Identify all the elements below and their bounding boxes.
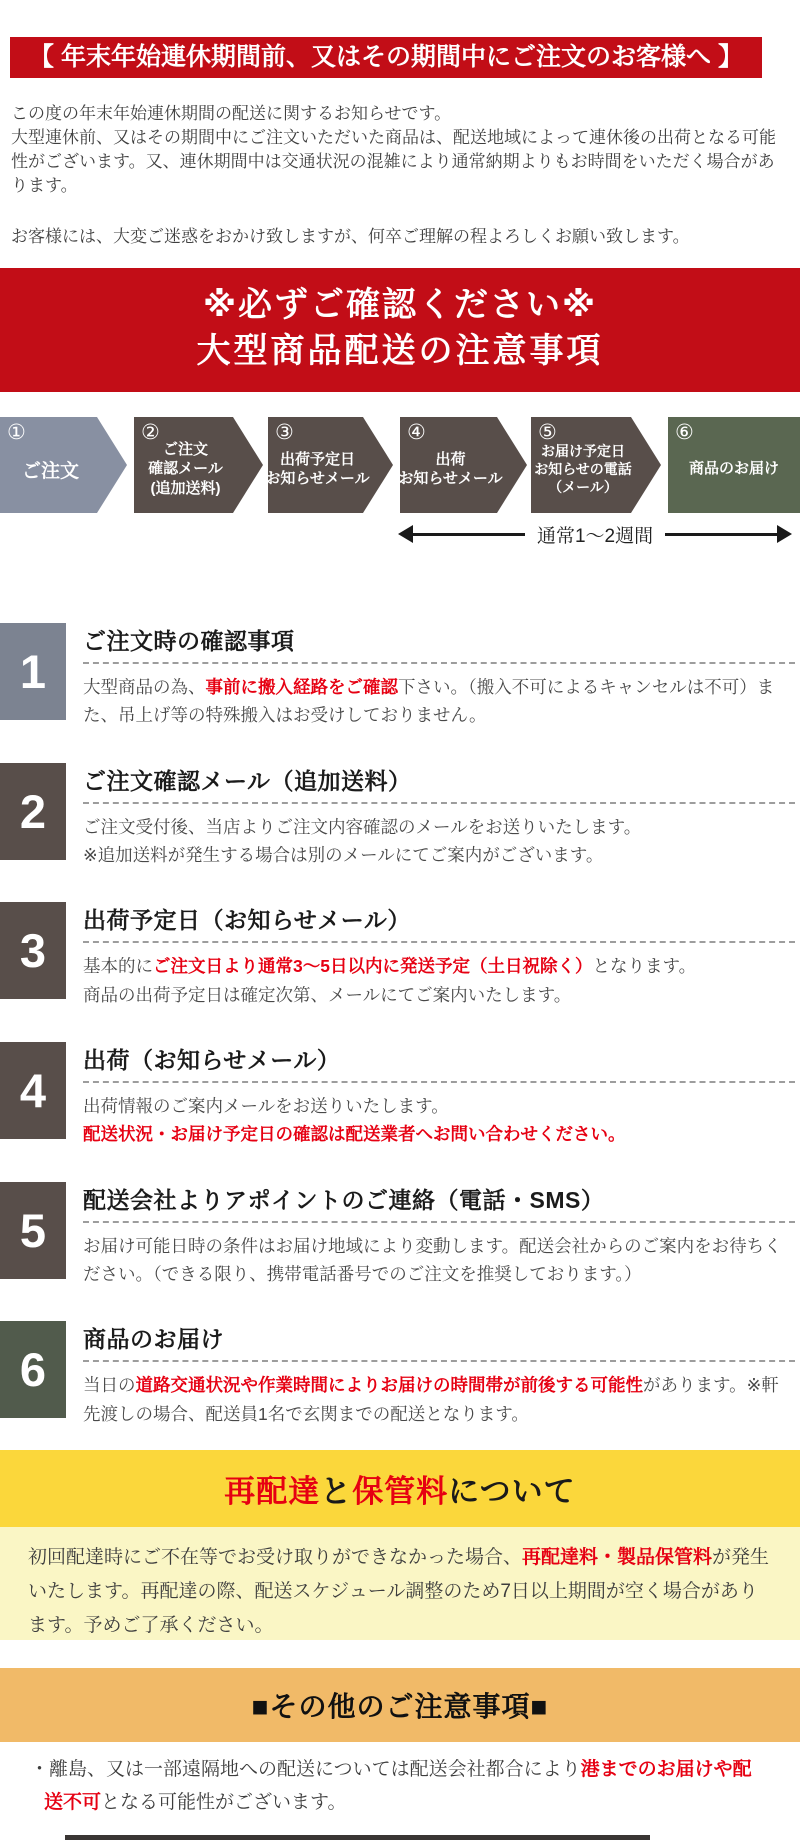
section-number-badge: 6 — [0, 1321, 66, 1418]
duration-arrow — [398, 524, 792, 547]
step-label: お知らせの電話 — [534, 460, 632, 477]
flow-step-delivery-call — [531, 417, 661, 513]
duration-label: 通常1〜2週間 — [536, 525, 654, 547]
body-text-red: ご注文日より通常3〜5日以内に発送予定（土日祝除く） — [153, 956, 593, 977]
body-text: があります。※軒先渡しの場合、配送員1名で玄関までの配送となります。 — [83, 1375, 779, 1424]
body-text-red: 事前に搬入経路をご確認 — [205, 677, 398, 697]
body-text: となる可能性がございます。 — [101, 1792, 347, 1813]
body-text-red: 道路交通状況や作業時間によりお届けの時間帯が前後する可能性 — [135, 1375, 643, 1396]
year-end-notice-header-text: 【 年末年始連休期間前、又はその期間中にご注文のお客様へ 】 — [29, 43, 743, 71]
redelivery-title-red: 保管料 — [352, 1474, 449, 1509]
section-ship-date — [0, 902, 800, 1009]
section-number-badge: 2 — [0, 763, 66, 860]
step-number-icon: ⑤ — [538, 421, 557, 444]
section-order-check — [0, 623, 800, 730]
notice-sections — [0, 623, 800, 1461]
step-label: ご注文 — [162, 440, 208, 458]
arrow-right-icon — [777, 525, 792, 543]
step-label: 商品のお届け — [688, 460, 779, 478]
body-text: ※追加送料が発生する場合は別のメールにてご案内がございます。 — [83, 845, 604, 866]
section-confirm-mail — [0, 763, 800, 870]
step-number-icon: ① — [7, 421, 26, 444]
body-text-red: 配送状況・お届け予定日の確認は配送業者へお問い合わせください。 — [83, 1124, 626, 1145]
step-label: ご注文 — [21, 460, 79, 482]
section-body — [83, 1371, 795, 1428]
section-shipped — [0, 1042, 800, 1149]
step-label: お知らせメール — [265, 470, 370, 487]
intro-paragraphs — [11, 102, 789, 249]
section-title: 商品のお届け — [83, 1321, 795, 1362]
notice-banner-line-1: ※必ずご確認ください※ — [202, 286, 598, 324]
body-text: お届け可能日時の条件はお届け地域により変動します。配送会社からのご案内をお待ちください。（できる限り、携帯電話番号でのご注文を推奨しております。） — [83, 1235, 782, 1285]
body-text: 当日の — [83, 1375, 136, 1396]
flow-step-ship-date-mail — [265, 417, 393, 513]
section-title: 出荷予定日（お知らせメール） — [83, 902, 795, 943]
confirmation-notice-banner — [0, 268, 800, 392]
flow-step-shipped-mail — [400, 417, 527, 513]
body-text-red: 港までのお届けや配送不可 — [44, 1759, 752, 1813]
body-text: 大型商品の為、 — [83, 677, 206, 697]
redelivery-banner — [0, 1450, 800, 1527]
intro-line-3: お客様には、大変ご迷惑をおかけ致しますが、何卒ご理解の程よろしくお願い致します。 — [11, 227, 690, 246]
next-banner-cutoff-edge — [65, 1835, 650, 1840]
body-text: ご注文受付後、当店よりご注文内容確認のメールをお送りいたします。 — [83, 816, 642, 837]
step-label: 確認メール — [148, 460, 223, 478]
section-body — [83, 1092, 795, 1149]
step-label: 出荷予定日 — [279, 450, 355, 468]
body-text: となります。 — [592, 956, 697, 977]
other-notes-body — [0, 1753, 800, 1819]
section-title: ご注文確認メール（追加送料） — [83, 763, 795, 804]
body-text: 下さい。（搬入不可によるキャンセルは不可）また、吊上げ等の特殊搬入はお受けしておりません。 — [83, 677, 775, 726]
redelivery-body — [0, 1527, 800, 1640]
arrow-line — [665, 533, 777, 536]
section-number-badge: 4 — [0, 1042, 66, 1139]
section-number-badge: 3 — [0, 902, 66, 999]
section-appointment — [0, 1182, 800, 1289]
intro-line-1: この度の年末年始連休期間の配送に関するお知らせです。 — [11, 104, 452, 123]
body-text: ・離島、又は一部遠隔地への配送については配送会社都合により — [30, 1759, 581, 1780]
step-label: お知らせメール — [398, 470, 503, 487]
arrow-left-icon — [398, 525, 413, 543]
step-label: お届け予定日 — [541, 442, 625, 459]
section-body — [83, 952, 795, 1009]
intro-line-2: 大型連休前、又はその期間中にご注文いただいた商品は、配送地域によって連休後の出荷となる可能性がございます。又、連休期間中は交通状況の混雑により通常納期よりもお時間をいただく場合があります。 — [11, 128, 776, 195]
step-number-icon: ⑥ — [675, 421, 694, 444]
step-label: （メール） — [548, 479, 618, 496]
body-text: 初回配達時にご不在等でお受け取りができなかった場合、 — [28, 1547, 523, 1568]
section-number-badge: 1 — [0, 623, 66, 720]
flow-step-order — [0, 417, 127, 513]
body-text: 商品の出荷予定日は確定次第、メールにてご案内いたします。 — [83, 984, 572, 1005]
step-number-icon: ③ — [275, 421, 294, 444]
step-label: (追加送料) — [150, 479, 221, 497]
section-number-badge: 5 — [0, 1182, 66, 1279]
section-title: 出荷（お知らせメール） — [83, 1042, 795, 1083]
other-notes-title: ■その他のご注意事項■ — [251, 1691, 549, 1722]
arrow-line — [413, 533, 525, 536]
other-notes-banner — [0, 1668, 800, 1742]
year-end-notice-header — [10, 37, 762, 78]
section-body — [83, 1232, 795, 1289]
section-title: 配送会社よりアポイントのご連絡（電話・SMS） — [83, 1182, 795, 1223]
section-body — [83, 673, 795, 730]
step-number-icon: ④ — [407, 421, 426, 444]
body-text: 基本的に — [83, 956, 153, 977]
body-text: が発生いたします。再配達の際、配送スケジュール調整のため7日以上期間が空く場合があります。予めご了承ください。 — [28, 1547, 770, 1636]
step-number-icon: ② — [141, 421, 160, 444]
flow-step-confirm-mail — [134, 417, 263, 513]
redelivery-title-text: と — [320, 1474, 353, 1509]
body-text-red: 再配達料・製品保管料 — [522, 1547, 713, 1568]
body-text: 出荷情報のご案内メールをお送りいたします。 — [83, 1096, 449, 1117]
redelivery-title-red: 再配達 — [224, 1474, 321, 1509]
redelivery-title-text: について — [448, 1474, 576, 1509]
section-delivery — [0, 1321, 800, 1428]
section-body — [83, 813, 795, 870]
notice-banner-line-2: 大型商品配送の注意事項 — [196, 332, 604, 370]
section-title: ご注文時の確認事項 — [83, 623, 795, 664]
flow-step-delivered — [668, 417, 800, 513]
step-label: 出荷 — [435, 450, 466, 468]
